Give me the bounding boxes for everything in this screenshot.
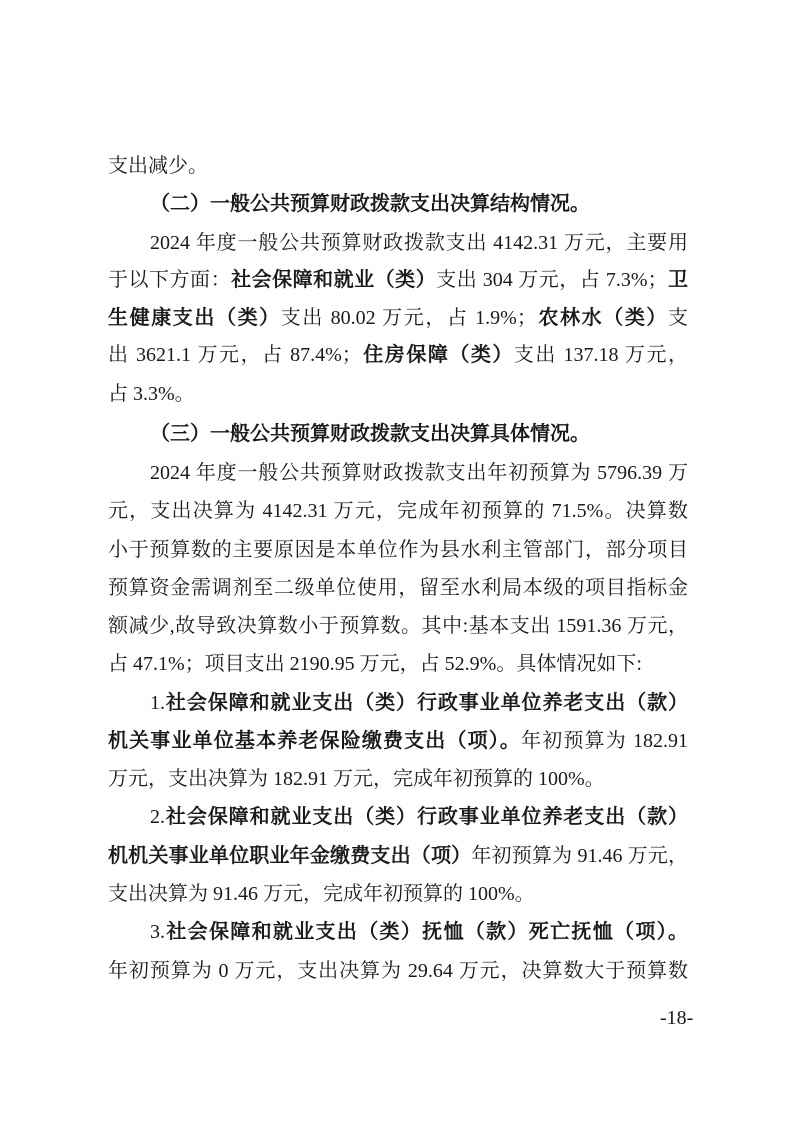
body-text: 支出 80.02 万元，占 1.9%； [280,307,537,329]
text-line [108,573,688,603]
text-line [108,379,688,409]
text-line [150,458,688,488]
body-text: 支出减少。 [108,155,208,177]
text-line [150,802,688,832]
text-line [108,841,688,871]
body-text: 额减少,故导致决算数小于预算数。其中:基本支出 1591.36 万元， [108,615,688,637]
bold-text: 卫 [667,269,689,291]
body-text: 于以下方面： [108,269,232,291]
text-line [108,496,688,526]
body-text: 2. [150,806,165,828]
body-text: 万元，支出决算为 182.91 万元，完成年初预算的 100%。 [108,768,605,790]
body-text: 3. [150,921,165,943]
text-line [108,611,688,641]
text-line [108,956,688,986]
bold-text: 生健康支出（类） [108,307,281,329]
text-line [108,726,688,756]
body-text: 预算资金需调剂至二级单位使用，留至水利局本级的项目指标金 [108,577,688,599]
text-line [108,879,688,909]
page-number: -18- [660,1007,694,1029]
text-line [108,649,688,679]
bold-text: 社会保障和就业支出（类）行政事业单位养老支出（款） [165,806,688,828]
body-text: 年初预算为 0 万元，支出决算为 29.64 万元，决算数大于预算数 [108,960,688,982]
body-text: 元，支出决算为 4142.31 万元，完成年初预算的 71.5%。决算数 [108,500,688,522]
body-text: 小于预算数的主要原因是本单位作为县水利主管部门，部分项目 [108,539,688,561]
body-text: 年初预算为 182.91 [521,730,689,752]
text-line [150,688,688,718]
text-line [108,340,688,370]
body-text: 支出 304 万元，占 7.3%； [436,269,668,291]
body-text: 支出决算为 91.46 万元，完成年初预算的 100%。 [108,883,535,905]
text-line [150,419,688,449]
body-text: 2024 年度一般公共预算财政拨款支出年初预算为 5796.39 万 [150,462,688,484]
text-line [108,764,688,794]
body-text: 占 47.1%；项目支出 2190.95 万元，占 52.9%。具体情况如下: [108,653,642,675]
text-line [108,151,688,181]
text-line [108,303,688,333]
bold-text: 农林水（类） [536,307,669,329]
body-text: 2024 年度一般公共预算财政拨款支出 4142.31 万元，主要用 [150,232,688,254]
text-line [150,917,688,947]
bold-text: 社会保障和就业支出（类）行政事业单位养老支出（款） [165,692,688,714]
bold-text: 机机关事业单位职业年金缴费支出（项） [108,845,472,867]
bold-text: 社会保障和就业支出（类）抚恤（款）死亡抚恤（项）。 [165,921,688,943]
body-text: 占 3.3%。 [108,383,195,405]
body-text: 年初预算为 91.46 万元， [471,845,689,867]
text-line [108,535,688,565]
text-line [150,189,688,219]
bold-text: （三）一般公共预算财政拨款支出决算具体情况。 [150,423,590,445]
body-text: 支出 137.18 万元， [513,344,688,366]
text-line [150,228,688,258]
bold-text: 社会保障和就业（类） [231,269,437,291]
bold-text: 机关事业单位基本养老保险缴费支出（项）。 [108,730,522,752]
text-line [108,265,688,295]
body-text: 1. [150,692,165,714]
bold-text: （二）一般公共预算财政拨款支出决算结构情况。 [150,193,590,215]
bold-text: 住房保障（类） [361,344,514,366]
body-text: 支 [668,307,689,329]
body-text: 出 3621.1 万元，占 87.4%； [108,344,362,366]
